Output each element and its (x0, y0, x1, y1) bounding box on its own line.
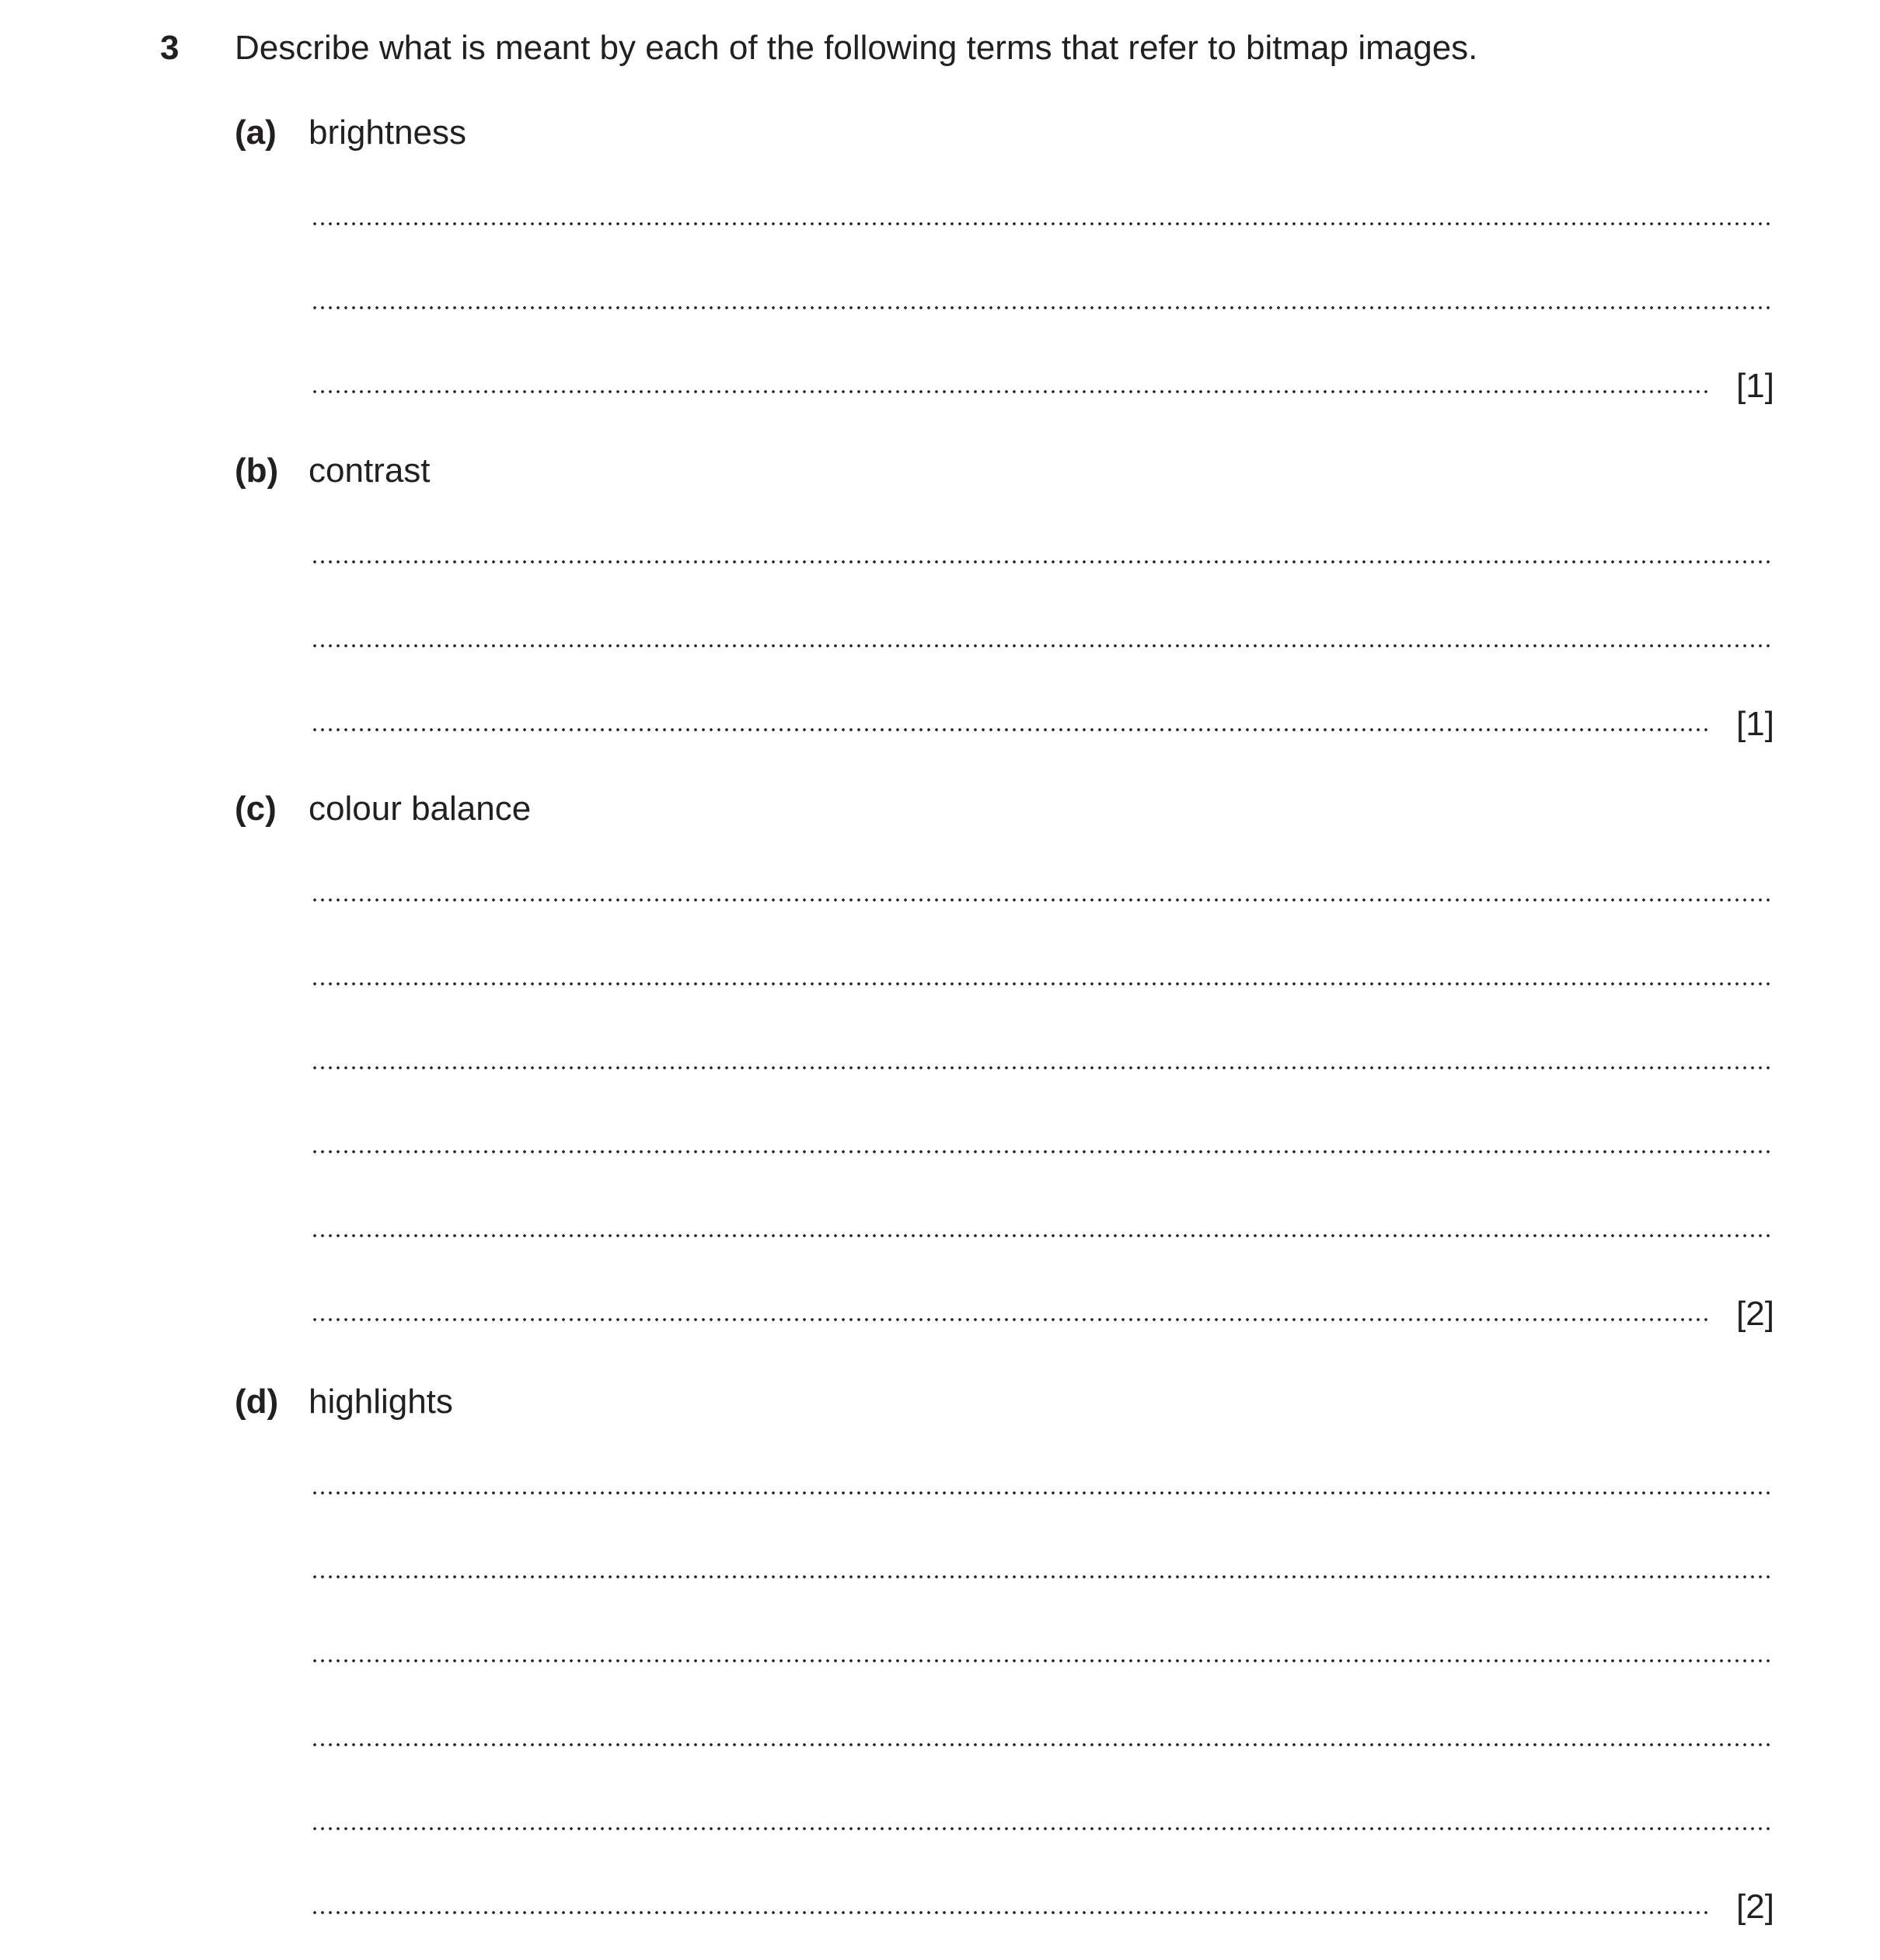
answer-line[interactable] (311, 1317, 1710, 1322)
answer-line[interactable] (311, 1742, 1774, 1747)
answer-line[interactable] (311, 1826, 1774, 1831)
part-term: colour balance (309, 790, 532, 828)
answer-line[interactable] (311, 305, 1774, 310)
answer-line[interactable] (311, 1910, 1710, 1915)
part-label: (a) (235, 113, 277, 152)
part-term: highlights (309, 1383, 453, 1421)
answer-line[interactable] (311, 982, 1774, 986)
part-label: (c) (235, 790, 277, 828)
question-number: 3 (160, 29, 180, 67)
answer-line[interactable] (311, 221, 1774, 226)
part-label: (b) (235, 452, 279, 490)
answer-line[interactable] (311, 727, 1710, 732)
part-label: (d) (235, 1383, 279, 1421)
answer-line[interactable] (311, 1575, 1774, 1579)
question-stem: Describe what is meant by each of the following terms that refer to bitmap images. (235, 29, 1478, 67)
part-term: brightness (309, 113, 467, 152)
answer-line[interactable] (311, 643, 1774, 648)
answer-line[interactable] (311, 1233, 1774, 1238)
answer-line[interactable] (311, 389, 1710, 394)
marks-label: [2] (1736, 1888, 1774, 1926)
answer-line[interactable] (311, 560, 1774, 564)
answer-line[interactable] (311, 1065, 1774, 1070)
answer-line[interactable] (311, 1491, 1774, 1495)
answer-line[interactable] (311, 1149, 1774, 1154)
answer-line[interactable] (311, 898, 1774, 902)
marks-label: [1] (1736, 705, 1774, 743)
marks-label: [1] (1736, 367, 1774, 405)
marks-label: [2] (1736, 1295, 1774, 1333)
part-term: contrast (309, 452, 431, 490)
answer-line[interactable] (311, 1658, 1774, 1663)
